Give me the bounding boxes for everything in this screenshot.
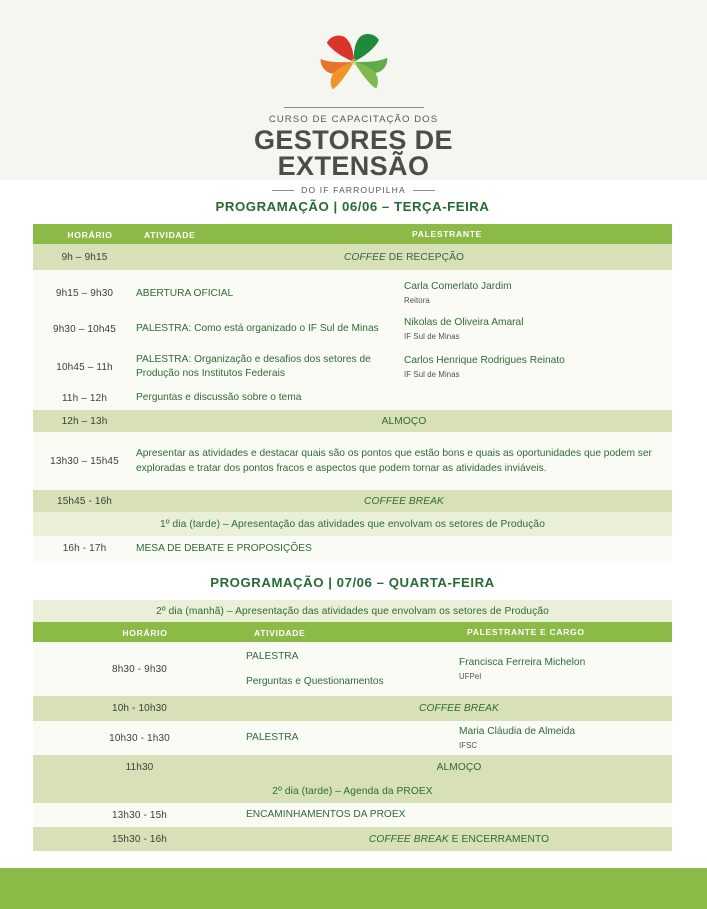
speaker-role: UFPel	[459, 671, 482, 681]
day1-title: PROGRAMAÇÃO | 06/06 – TERÇA-FEIRA	[215, 199, 490, 214]
speaker-role: IF Sul de Minas	[404, 331, 460, 341]
row-activity: ABERTURA OFICIAL	[136, 277, 404, 310]
banner-text: 2º dia (tarde) – Agenda da PROEX	[33, 779, 672, 803]
row-italic-part: COFFEE	[343, 251, 386, 263]
row-plain-part: ALMOÇO	[381, 415, 427, 427]
table-row	[33, 310, 672, 348]
row-activity-line2: Perguntas e Questionamentos	[246, 675, 384, 687]
row-plain-part: ALMOÇO	[436, 761, 482, 773]
row-speaker	[459, 642, 672, 696]
brand-logo	[0, 24, 707, 195]
row-full-text	[136, 410, 672, 432]
row-time: 11h – 12h	[33, 386, 136, 410]
row-time: 9h15 – 9h30	[33, 277, 136, 310]
logo-divider-top	[284, 107, 424, 108]
table-row	[33, 755, 672, 779]
logo-title-line2: EXTENSÃO	[277, 151, 430, 181]
row-full-text	[246, 696, 672, 721]
speaker-name: Maria Cláudia de Almeida	[459, 725, 576, 737]
banner-text: 1º dia (tarde) – Apresentação das atividades que envolvam os setores de Produção	[33, 512, 672, 536]
table-row	[33, 721, 672, 755]
pinwheel-logo-icon	[306, 24, 402, 100]
speaker-name: Francisca Ferreira Michelon	[459, 656, 586, 668]
day1-col-time: HORÁRIO	[33, 224, 136, 244]
row-speaker	[404, 277, 672, 310]
row-time: 11h30	[33, 755, 246, 779]
table-row	[33, 348, 672, 386]
day1-col-speaker: PALESTRANTE	[404, 224, 672, 244]
table-row	[33, 432, 672, 490]
logo-institution: DO IF FARROUPILHA	[301, 185, 406, 195]
speaker-role: IFSC	[459, 740, 478, 750]
row-speaker	[404, 310, 672, 348]
row-full-text	[246, 755, 672, 779]
day2-col-time: HORÁRIO	[33, 622, 246, 642]
row-full-text	[246, 827, 672, 851]
speaker-role: Reitora	[404, 296, 430, 305]
row-italic-part: COFFEE BREAK	[419, 703, 499, 714]
row-plain-part: E ENCERRAMENTO	[448, 833, 550, 845]
row-spacer	[33, 270, 672, 277]
logo-subtitle: CURSO DE CAPACITAÇÃO DOS	[268, 114, 439, 125]
logo-footer	[272, 185, 435, 195]
section-day2	[33, 575, 672, 851]
row-time: 10h - 10h30	[33, 696, 246, 721]
table-row	[33, 803, 672, 827]
footer-band	[0, 868, 707, 909]
table-row	[33, 410, 672, 432]
day2-col-activity: ATIVIDADE	[246, 622, 459, 642]
speaker-name: Carla Comerlato Jardim	[404, 281, 512, 292]
row-activity: MESA DE DEBATE E PROPOSIÇÕES	[136, 536, 404, 561]
row-speaker	[404, 386, 672, 410]
banner-text: 2º dia (manhã) – Apresentação das atividades que envolvam os setores de Produção	[33, 600, 672, 622]
row-speaker	[404, 536, 672, 561]
row-time: 8h30 - 9h30	[33, 642, 246, 696]
day2-col-speaker: PALESTRANTE E CARGO	[459, 622, 672, 642]
row-activity-line1: PALESTRA	[246, 650, 299, 662]
header-band	[0, 0, 707, 195]
logo-dash-right	[413, 190, 435, 191]
row-time: 9h – 9h15	[33, 244, 136, 270]
day2-header-row	[33, 622, 672, 642]
row-full-text	[136, 490, 672, 512]
row-italic-part: COFFEE BREAK	[368, 833, 449, 845]
table-banner-row	[33, 779, 672, 803]
day2-schedule-table	[33, 600, 672, 851]
row-time: 16h - 17h	[33, 536, 136, 561]
row-time: 13h30 – 15h45	[33, 432, 136, 490]
row-activity: ENCAMINHAMENTOS DA PROEX	[246, 803, 459, 827]
table-row	[33, 696, 672, 721]
day2-banner-row	[33, 600, 672, 622]
speaker-name: Carlos Henrique Rodrigues Reinato	[404, 354, 565, 366]
table-row	[33, 536, 672, 561]
day2-title: PROGRAMAÇÃO | 07/06 – QUARTA-FEIRA	[210, 575, 495, 590]
row-activity: PALESTRA: Como está organizado o IF Sul de Minas	[136, 310, 404, 348]
row-speaker	[459, 721, 672, 755]
table-row	[33, 490, 672, 512]
row-activity: PALESTRA	[246, 721, 459, 755]
section-day1	[33, 199, 672, 561]
speaker-role: IF Sul de Minas	[404, 369, 460, 379]
row-speaker	[404, 348, 672, 386]
row-activity: Perguntas e discussão sobre o tema	[136, 386, 404, 410]
row-time: 9h30 – 10h45	[33, 310, 136, 348]
day1-header-row	[33, 224, 672, 244]
row-activity: PALESTRA: Organização e desafios dos setores de Produção nos Institutos Federais	[136, 348, 404, 386]
table-row	[33, 244, 672, 270]
table-row	[33, 386, 672, 410]
row-time: 15h30 - 16h	[33, 827, 246, 851]
table-row	[33, 827, 672, 851]
speaker-name: Nikolas de Oliveira Amaral	[404, 316, 524, 328]
spacer-cell	[33, 270, 672, 277]
row-speaker	[459, 803, 672, 827]
row-time: 10h45 – 11h	[33, 348, 136, 386]
day1-schedule-table	[33, 224, 672, 561]
row-paragraph: Apresentar as atividades e destacar quais são os pontos que estão bons e quais as oportunidades que podem ser exploradas e tratar dos pontos fracos e aspectos que podem tornar as atividades inviáveis.	[136, 432, 672, 490]
row-time: 12h – 13h	[33, 410, 136, 432]
row-time: 15h45 - 16h	[33, 490, 136, 512]
logo-dash-left	[272, 190, 294, 191]
row-plain-part: DE RECEPÇÃO	[385, 251, 465, 263]
row-full-text	[136, 244, 672, 270]
day1-col-activity: ATIVIDADE	[136, 224, 404, 244]
table-banner-row	[33, 512, 672, 536]
logo-title-line1: GESTORES DE	[254, 125, 453, 155]
row-activity	[246, 642, 459, 696]
table-row	[33, 277, 672, 310]
row-time: 10h30 - 1h30	[33, 721, 246, 755]
row-time: 13h30 - 15h	[33, 803, 246, 827]
row-italic-part: COFFEE BREAK	[364, 495, 444, 507]
table-row	[33, 642, 672, 696]
